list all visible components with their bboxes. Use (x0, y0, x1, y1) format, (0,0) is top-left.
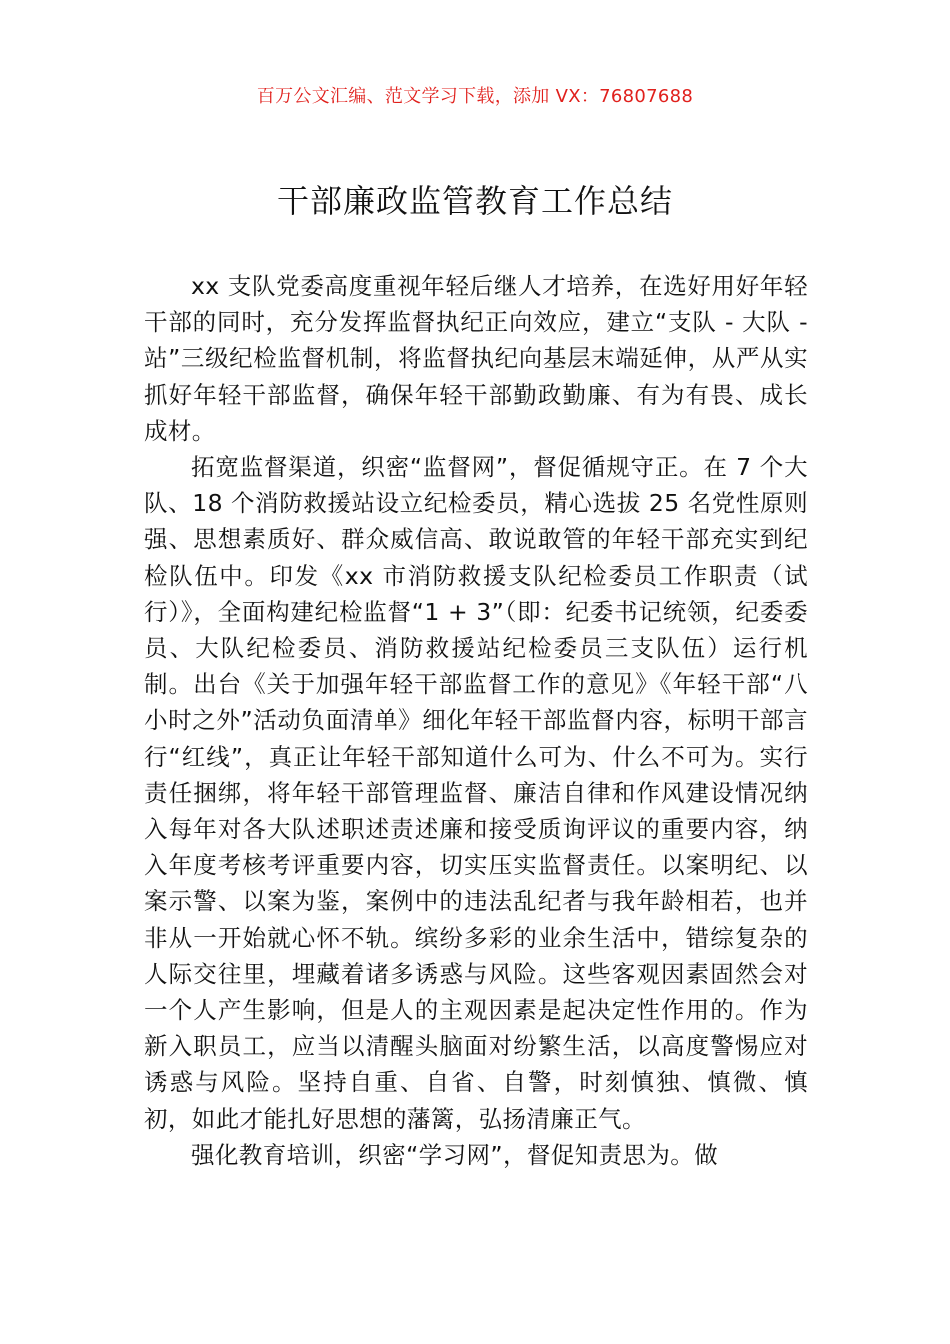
paragraph-supervision: 拓宽监督渠道，织密“监督网”，督促循规守正。在 7 个大队、18 个消防救援站设立纪检委员，精心选拔 25 名党性原则强、思想素质好、群众威信高、敢说敢管的年轻干部充实到纪检队伍中。印发《xx 市消防救援支队纪检委员工作职责（试行）》，全面构建纪检监督“1 + 3”（即：纪委书记统领，纪委委员、大队纪检委员、消防救援站纪检委员三支队伍）运行机制。出台《关于加强年轻干部监督工作的意见》《年轻干部“八小时之外”活动负面清单》细化年轻干部监督内容，标明干部言行“红线”，真正让年轻干部知道什么可为、什么不可为。实行责任捆绑，将年轻干部管理监督、廉洁自律和作风建设情况纳入每年对各大队述职述责述廉和接受质询评议的重要内容，纳入年度考核考评重要内容，切实压实监督责任。以案明纪、以案示警、以案为鉴，案例中的违法乱纪者与我年龄相若，也并非从一开始就心怀不轨。缤纷多彩的业余生活中，错综复杂的人际交往里，埋藏着诸多诱惑与风险。这些客观因素固然会对一个人产生影响，但是人的主观因素是起决定性作用的。作为新入职员工，应当以清醒头脑面对纷繁生活，以高度警惕应对诱惑与风险。坚持自重、自省、自警，时刻慎独、慎微、慎初，如此才能扎好思想的藩篱，弘扬清廉正气。 (144, 453, 808, 1133)
paragraph-education: 强化教育培训，织密“学习网”，督促知责思为。做 (191, 1140, 719, 1169)
paragraph-intro: xx 支队党委高度重视年轻后继人才培养，在选好用好年轻干部的同时，充分发挥监督执纪正向效应，建立“支队 - 大队 - 站”三级纪检监督机制，将监督执纪向基层末端延伸，从严从实抓好年轻干部监督，确保年轻干部勤政勤廉、有为有畏、成长成材。 (144, 272, 808, 445)
promo-banner: 百万公文汇编、范文学习下载，添加 VX：76807688 (256, 86, 694, 107)
document-body (144, 268, 808, 1173)
page-title: 干部廉政监管教育工作总结 (276, 182, 673, 220)
